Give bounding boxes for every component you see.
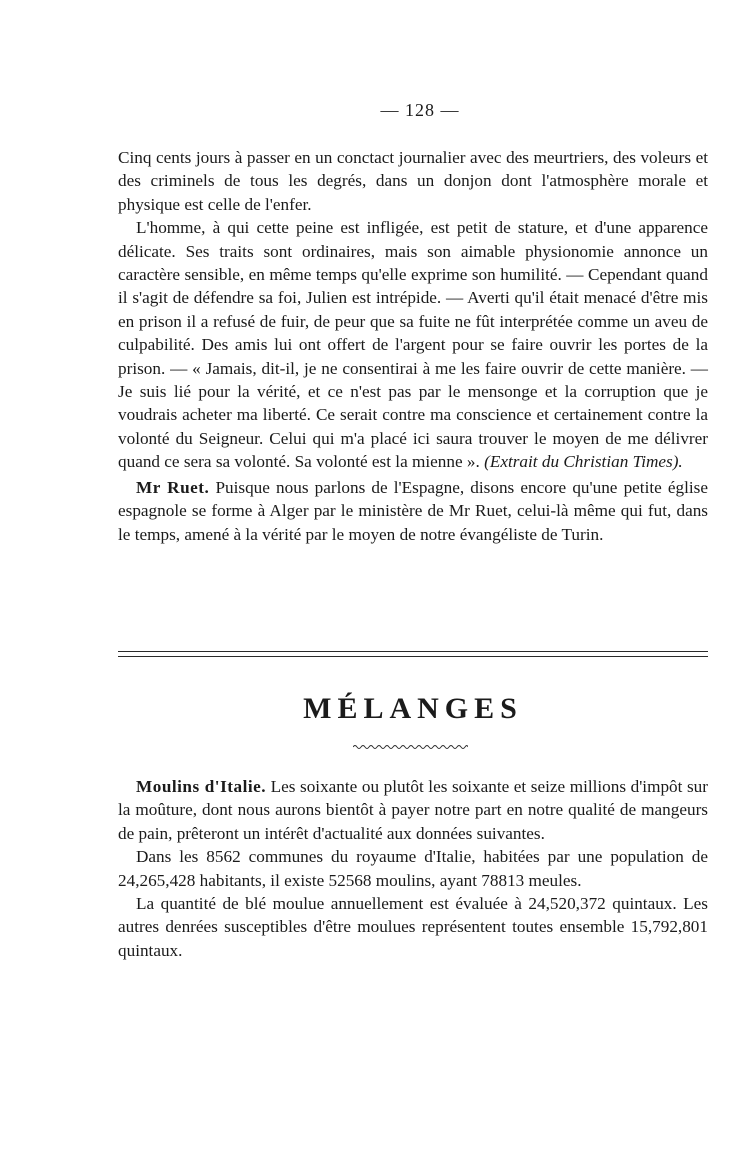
moulins-text: Les soixante ou plutôt les soixante et seize millions d'impôt sur la moûture, dont nous aurons bientôt à payer notre part en notre qualité de mangeurs de pain, prêteront un intérêt d'actualité aux données suivantes. xyxy=(118,777,708,843)
article-continuation xyxy=(118,146,708,546)
section-title-melanges: MÉLANGES xyxy=(303,692,523,725)
paragraph-quantite-ble: La quantité de blé moulue annuellement est évaluée à 24,520,372 quintaux. Les autres denrées susceptibles d'être moulues représentent toutes ensemble 15,792,801 quintaux. xyxy=(118,894,708,960)
paragraph-ruet xyxy=(118,476,708,546)
paragraph-moulins-intro xyxy=(118,775,708,845)
ruet-text: Puisque nous parlons de l'Espagne, disons encore qu'une petite église espagnole se forme à Alger par le ministère de Mr Ruet, celui-là même qui fut, dans le temps, amené à la vérité par le moyen de notre évangéliste de Turin. xyxy=(118,477,708,544)
paragraph-julien xyxy=(118,216,708,473)
source-citation: (Extrait du Christian Times). xyxy=(484,452,683,472)
page-number: — 128 — xyxy=(380,100,460,120)
section-divider xyxy=(118,651,708,657)
title-ornament-rule xyxy=(353,744,468,750)
paragraph-julien-text: L'homme, à qui cette peine est infligée, est petit de stature, et d'une apparence délicate. Ses traits sont ordinaires, mais son aimable physionomie annonce un caractère sensible, en même temps qu'elle exprime son humilité. — Cependant quand il s'agit de défendre sa foi, Julien est intrépide. — Averti qu'il était menacé d'être mis en prison il a refusé de fuir, de peur que sa fuite ne fût interprétée comme un aveu de culpabilité. Des amis lui ont offert de l'argent pour se faire ouvrir les portes de la prison. — « Jamais, dit-il, je ne consentirai à me les faire ouvrir de cette manière. — Je suis lié pour la vérité, et ce n'est pas par le mensonge et la corruption que je voudrais acheter ma liberté. Ce serait contre ma conscience et certainement contre la volonté du Seigneur. Celui qui m'a placé ici saura trouver le moyen de me délivrer quand ce sera sa volonté. Sa volonté est la mienne ». xyxy=(118,218,708,472)
paragraph-prison-days: Cinq cents jours à passer en un conctact journalier avec des meurtriers, des voleurs et des criminels de tous les degrés, dans un donjon dont l'atmosphère morale et physique est celle de l'enfer. xyxy=(118,148,708,214)
paragraph-communes: Dans les 8562 communes du royaume d'Italie, habitées par une population de 24,265,428 habitants, il existe 52568 moulins, ayant 78813 meules. xyxy=(118,847,708,890)
melanges-article xyxy=(118,775,708,962)
ruet-label: Mr Ruet. xyxy=(136,477,210,497)
moulins-label: Moulins d'Italie. xyxy=(136,777,267,796)
